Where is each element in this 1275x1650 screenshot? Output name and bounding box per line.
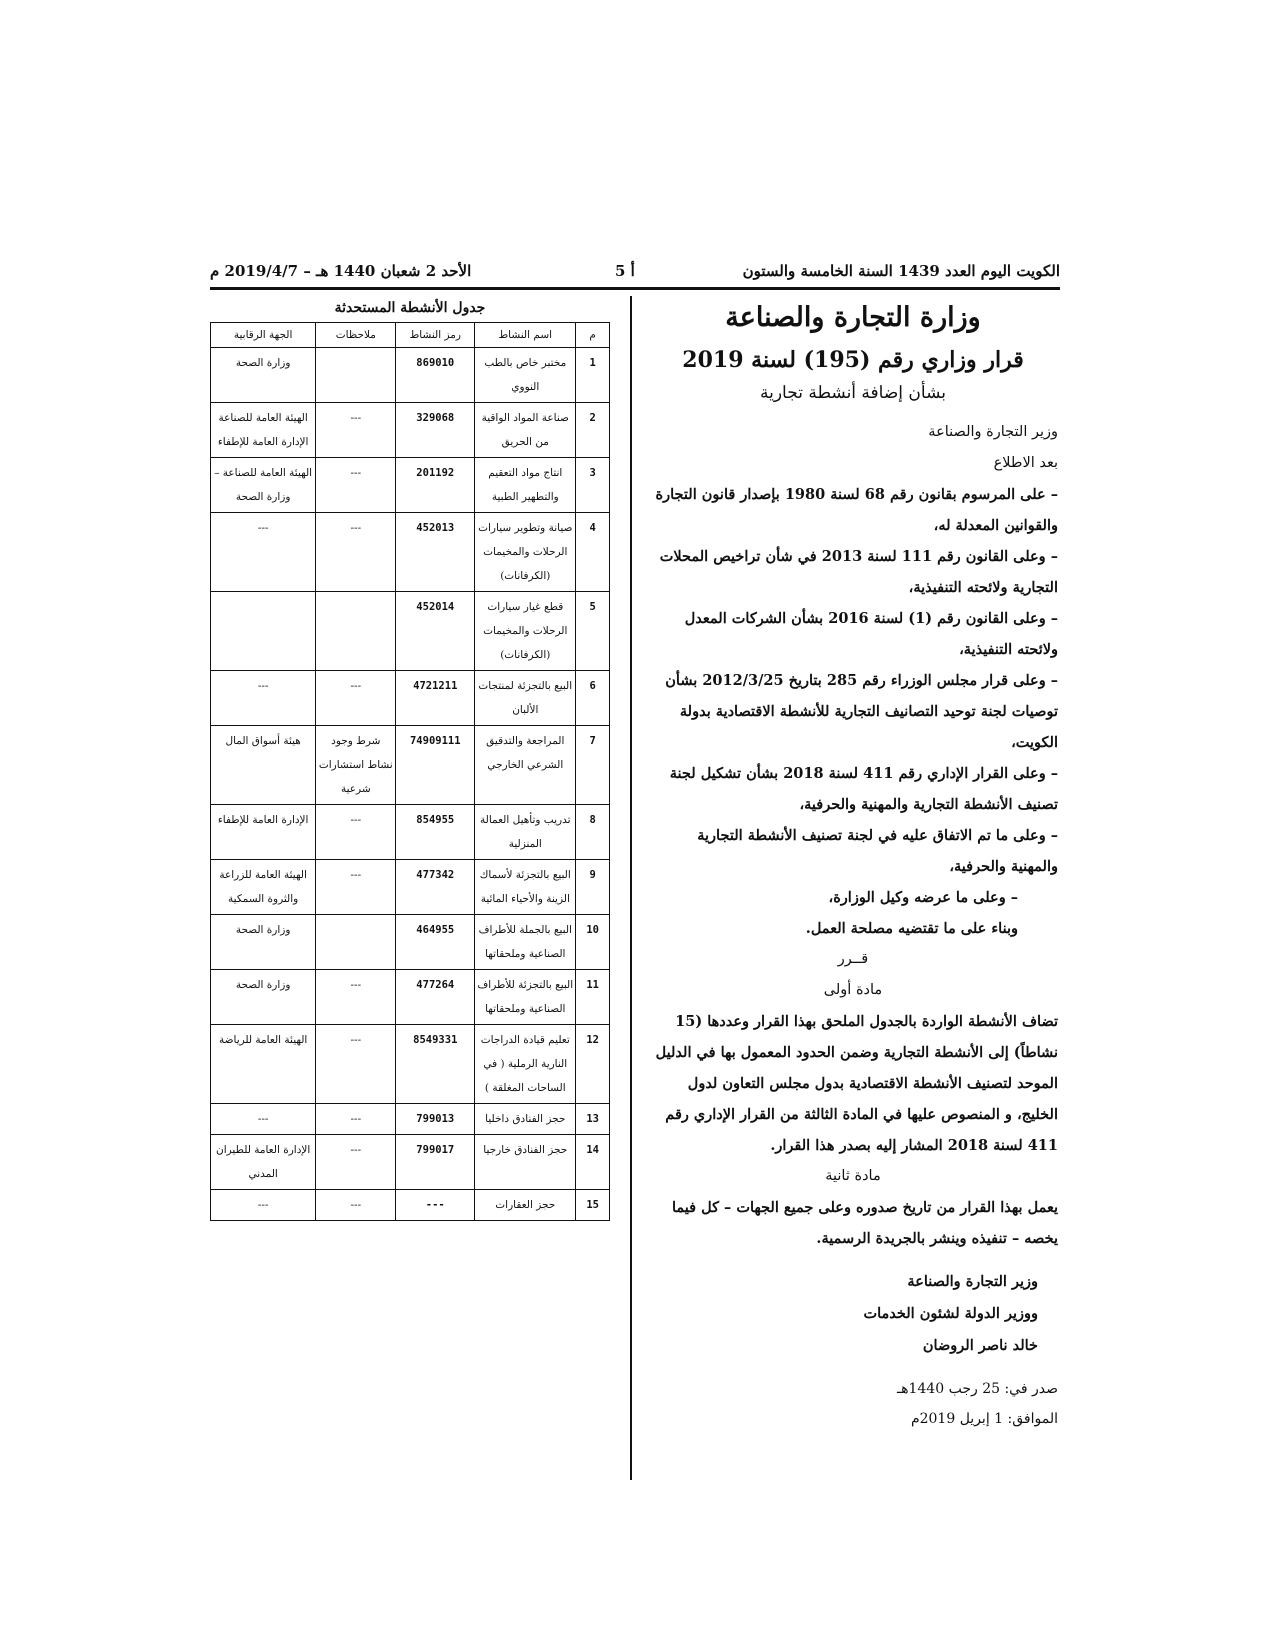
cell-authority: الهيئة العامة للصناعة – وزارة الصحة [211,458,316,513]
header-rule [210,287,1060,290]
cell-activity-code: 74909111 [396,726,475,805]
signature-line: ووزير الدولة لشئون الخدمات [863,1305,1038,1322]
table-row [211,403,610,458]
intro-line: بعد الاطلاع [993,455,1058,471]
cell-activity-code: 452013 [396,513,475,592]
signature-name: خالد ناصر الروضان [922,1337,1038,1354]
table-row [211,513,610,592]
cell-number: 6 [576,671,610,726]
issued-date: صدر في: 25 رجب 1440هـ [897,1381,1058,1397]
table-row [211,1190,610,1221]
cell-number: 4 [576,513,610,592]
cell-authority [211,592,316,671]
preamble-item: – وعلى قرار مجلس الوزراء رقم 285 بتاريخ 2012/3/25 بشأن توصيات لجنة توحيد التصانيف التجارية للأنشطة الاقتصادية بدولة الكويت، [665,672,1058,751]
cell-number: 2 [576,403,610,458]
issue-dates [648,1374,1058,1434]
activities-table [210,322,610,1221]
cell-notes [316,915,396,970]
cell-activity-code: 869010 [396,348,475,403]
cell-number: 5 [576,592,610,671]
table-row [211,915,610,970]
cell-authority: وزارة الصحة [211,970,316,1025]
cell-activity-name: تدريب وتأهيل العمالة المنزلية [475,805,576,860]
cell-authority: --- [211,671,316,726]
cell-number: 13 [576,1104,610,1135]
preamble-item: – وعلى القرار الإداري رقم 411 لسنة 2018 بشأن تشكيل لجنة تصنيف الأنشطة التجارية والمهنية والحرفية، [669,765,1058,813]
table-row [211,1135,610,1190]
table-row [211,805,610,860]
cell-number: 7 [576,726,610,805]
cell-number: 12 [576,1025,610,1104]
decree-title: قرار وزاري رقم (195) لسنة 2019 [682,347,1024,373]
signature-block [648,1266,1058,1362]
header-cell-notes: ملاحظات [316,323,396,348]
cell-number: 9 [576,860,610,915]
cell-authority: وزارة الصحة [211,348,316,403]
signature-line: وزير التجارة والصناعة [907,1273,1038,1290]
header-cell-authority: الجهة الرقابية [211,323,316,348]
table-row [211,671,610,726]
preamble-item: – على المرسوم بقانون رقم 68 لسنة 1980 بإصدار قانون التجارة والقوانين المعدلة له، [655,486,1058,534]
cell-activity-name: قطع غيار سيارات الرحلات والمخيمات (الكرفانات) [475,592,576,671]
cell-notes: --- [316,1025,396,1104]
cell-activity-name: المراجعة والتدقيق الشرعي الخارجي [475,726,576,805]
cell-activity-name: صيانة وتطوير سيارات الرحلات والمخيمات (الكرفانات) [475,513,576,592]
header-cell-number: م [576,323,610,348]
cell-activity-code: 477342 [396,860,475,915]
cell-activity-name: البيع بالتجزئة لأسماك الزينة والأحياء المائية [475,860,576,915]
cell-authority: --- [211,1190,316,1221]
cell-authority: وزارة الصحة [211,915,316,970]
cell-authority: هيئة أسواق المال [211,726,316,805]
cell-authority: الهيئة العامة للزراعة والثروة السمكية [211,860,316,915]
table-header-row [211,323,610,348]
cell-notes: --- [316,403,396,458]
preamble-item: – وعلى القانون رقم (1) لسنة 2016 بشأن الشركات المعدل ولائحته التنفيذية، [684,610,1058,658]
preamble-item: – وعلى ما عرضه وكيل الوزارة، [828,889,1018,906]
table-row [211,1104,610,1135]
preamble-item: – وعلى ما تم الاتفاق عليه في لجنة تصنيف الأنشطة التجارية والمهنية والحرفية، [697,827,1058,875]
cell-activity-name: صناعة المواد الواقية من الحريق [475,403,576,458]
header-cell-activity-code: رمز النشاط [396,323,475,348]
corresponding-date: الموافق: 1 إبريل 2019م [910,1411,1058,1427]
article-2-text: يعمل بهذا القرار من تاريخ صدوره وعلى جميع الجهات – كل فيما يخصه – تنفيذه وينشر بالجريدة الرسمية. [671,1199,1058,1247]
table-row [211,970,610,1025]
page-header [210,258,1060,288]
cell-activity-code: 329068 [396,403,475,458]
column-divider [630,296,632,1480]
cell-number: 8 [576,805,610,860]
cell-activity-code: 799017 [396,1135,475,1190]
table-row [211,726,610,805]
cell-activity-code: 201192 [396,458,475,513]
cell-authority: الهيئة العامة للرياضة [211,1025,316,1104]
cell-activity-code: 464955 [396,915,475,970]
table-row [211,592,610,671]
cell-notes [316,348,396,403]
cell-activity-name: انتاج مواد التعقيم والتطهير الطبية [475,458,576,513]
cell-activity-name: حجز العقارات [475,1190,576,1221]
decree-column [648,300,1058,1434]
article-1-title: مادة أولى [823,982,883,998]
cell-activity-name: حجز الفنادق خارجيا [475,1135,576,1190]
cell-activity-code: 452014 [396,592,475,671]
cell-notes: --- [316,805,396,860]
header-issue: الكويت اليوم العدد 1439 السنة الخامسة والستون [742,262,1060,280]
cell-number: 10 [576,915,610,970]
cell-activity-code: 854955 [396,805,475,860]
cell-number: 1 [576,348,610,403]
cell-activity-name: البيع بالجملة للأطراف الصناعية وملحقاتها [475,915,576,970]
cell-number: 11 [576,970,610,1025]
cell-authority: --- [211,513,316,592]
table-body [211,348,610,1221]
cell-notes: --- [316,970,396,1025]
header-date: الأحد 2 شعبان 1440 هـ – 2019/4/7 م [210,262,472,280]
table-row [211,860,610,915]
cell-notes: --- [316,671,396,726]
cell-number: 3 [576,458,610,513]
ministry-heading: وزارة التجارة والصناعة [725,302,981,333]
article-1-text: تضاف الأنشطة الواردة بالجدول الملحق بهذا القرار وعددها (15 نشاطاً) إلى الأنشطة التجارية وضمن الحدود المعمول بها في الدليل الموحد لتصنيف الأنشطة الاقتصادية بدول مجلس التعاون لدول الخليج، و المنصوص عليها في المادة الثالثة من القرار الإداري رقم 411 لسنة 2018 المشار إليه بصدر هذا القرار. [655,1013,1058,1154]
header-page-number: أ 5 [615,262,635,280]
cell-notes: --- [316,513,396,592]
cell-activity-code: --- [396,1190,475,1221]
cell-notes: --- [316,1104,396,1135]
cell-activity-code: 799013 [396,1104,475,1135]
cell-activity-name: تعليم قيادة الدراجات النارية الرملية ( في الساحات المغلقة ) [475,1025,576,1104]
cell-activity-code: 4721211 [396,671,475,726]
cell-authority: الهيئة العامة للصناعة الإدارة العامة للإطفاء [211,403,316,458]
table-row [211,1025,610,1104]
cell-activity-name: البيع بالتجزئة لمنتجات الألبان [475,671,576,726]
cell-authority: --- [211,1104,316,1135]
table-row [211,348,610,403]
cell-activity-name: حجز الفنادق داخليا [475,1104,576,1135]
cell-notes: --- [316,860,396,915]
article-2-title: مادة ثانية [825,1168,881,1184]
activities-column [210,300,610,1221]
basis-line: وبناء على ما تقتضيه مصلحة العمل. [805,920,1018,937]
cell-activity-name: مختبر خاص بالطب النووي [475,348,576,403]
cell-number: 14 [576,1135,610,1190]
cell-authority: الإدارة العامة للإطفاء [211,805,316,860]
cell-activity-code: 8549331 [396,1025,475,1104]
decree-subject: بشأن إضافة أنشطة تجارية [760,383,946,403]
table-row [211,458,610,513]
cell-activity-name: البيع بالتجزئة للأطراف الصناعية وملحقاتها [475,970,576,1025]
cell-authority: الإدارة العامة للطيران المدني [211,1135,316,1190]
intro-line: وزير التجارة والصناعة [928,424,1058,440]
cell-activity-code: 477264 [396,970,475,1025]
cell-notes: --- [316,458,396,513]
cell-notes [316,592,396,671]
cell-number: 15 [576,1190,610,1221]
preamble-item: – وعلى القانون رقم 111 لسنة 2013 في شأن تراخيص المحلات التجارية ولائحته التنفيذية، [659,548,1058,596]
header-cell-activity-name: اسم النشاط [475,323,576,348]
decided-line: قــرر [837,951,869,967]
cell-notes: --- [316,1190,396,1221]
cell-notes: --- [316,1135,396,1190]
cell-notes: شرط وجود نشاط استشارات شرعية [316,726,396,805]
table-title: جدول الأنشطة المستحدثة [334,300,486,316]
